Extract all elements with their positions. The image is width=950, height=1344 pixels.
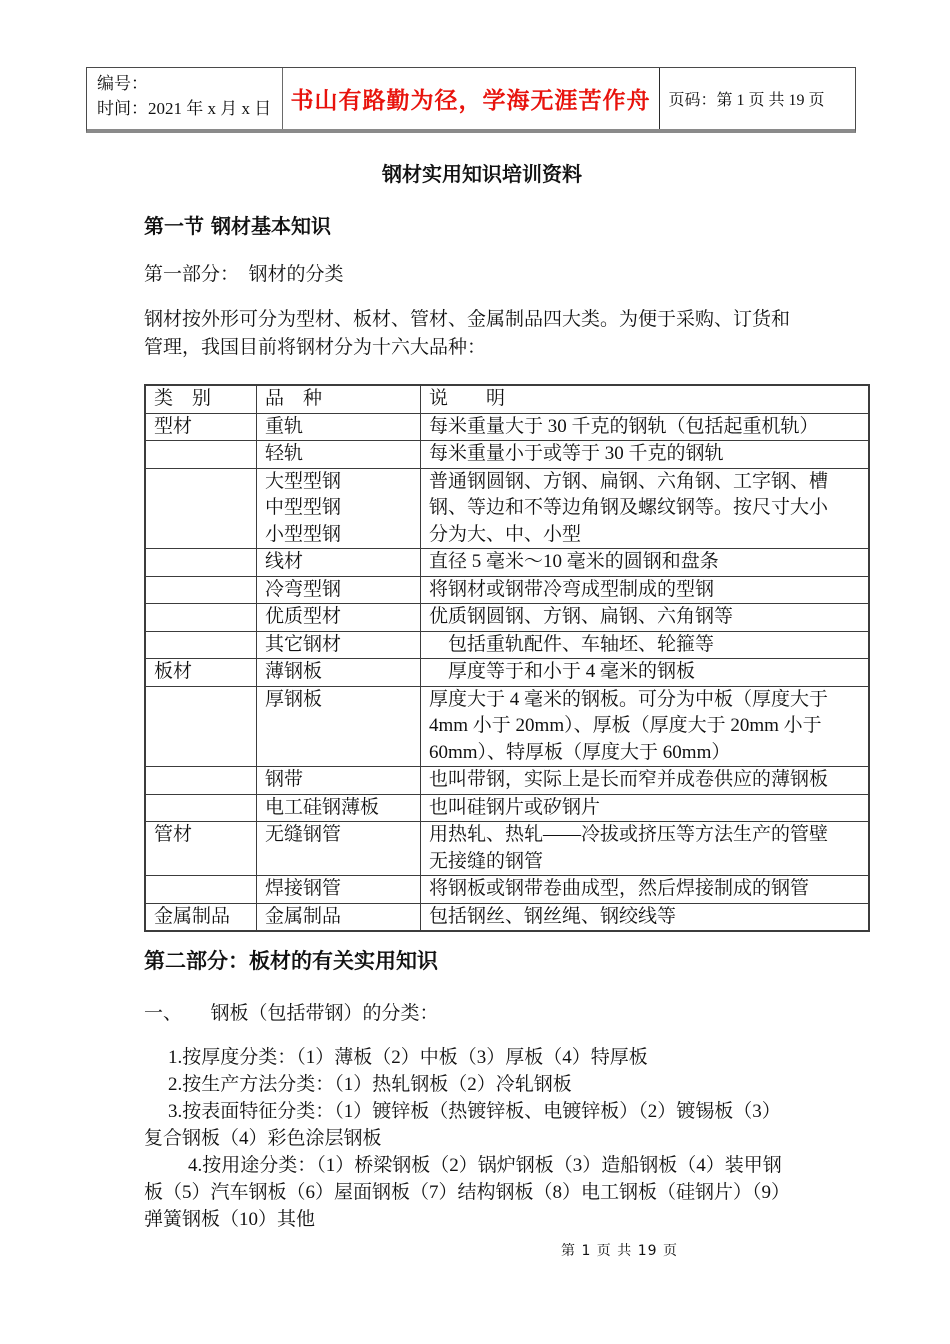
header-variety: 品 种 [257,385,421,413]
header-number-date-cell [87,68,283,129]
category-cell [145,549,257,577]
variety-cell: 无缝钢管 [257,822,421,876]
description-cell: 包括重轨配件、车轴坯、轮箍等 [421,631,870,659]
table-row [145,822,869,876]
table-row [145,659,869,687]
variety-cell: 重轨 [257,413,421,441]
description-cell: 优质钢圆钢、方钢、扁钢、六角钢等 [421,604,870,632]
variety-cell: 其它钢材 [257,631,421,659]
category-cell [145,794,257,822]
footer-page-number: 第 1 页 共 19 页 [561,1243,678,1259]
description-cell: 每米重量小于或等于 30 千克的钢轨 [421,441,870,469]
variety-cell: 电工硅钢薄板 [257,794,421,822]
variety-cell: 金属制品 [257,903,421,931]
description-cell: 直径 5 毫米～10 毫米的圆钢和盘条 [421,549,870,577]
header-category: 类 别 [145,385,257,413]
table-row [145,413,869,441]
table-row [145,686,869,767]
document-title: 钢材实用知识培训资料 [382,162,582,186]
category-cell [145,604,257,632]
description-cell: 普通钢圆钢、方钢、扁钢、六角钢、工字钢、槽 钢、等边和不等边角钢及螺纹钢等。按尺寸大小 分为大、中、小型 [421,468,870,549]
category-cell [145,876,257,904]
header-motto-text: 书山有路勤为径，学海无涯苦作舟 [290,88,651,113]
section2-list-production: 2.按生产方法分类：（1）热轧钢板（2）冷轧钢板 [168,1074,572,1095]
header-description: 说 明 [421,385,870,413]
category-cell [145,576,257,604]
steel-classification-table [144,384,870,932]
header-info-table [86,67,856,133]
category-cell [145,441,257,469]
variety-cell: 轻轨 [257,441,421,469]
variety-cell: 优质型材 [257,604,421,632]
category-cell [145,686,257,767]
variety-cell: 焊接钢管 [257,876,421,904]
section1-heading: 第一节 钢材基本知识 [144,214,331,238]
variety-cell: 大型型钢 中型型钢 小型型钢 [257,468,421,549]
section2-list-surface: 3.按表面特征分类：（1）镀锌板（热镀锌板、电镀锌板）（2）镀锡板（3） 复合钢板（4）彩色涂层钢板 [144,1101,781,1149]
table-header-row [145,385,869,413]
category-cell [145,468,257,549]
variety-cell: 厚钢板 [257,686,421,767]
header-motto-cell [283,68,660,129]
table-row [145,604,869,632]
section2-list-usage: 4.按用途分类：（1）桥梁钢板（2）锅炉钢板（3）造船钢板（4）装甲钢 板（5）汽车钢板（6）屋面钢板（7）结构钢板（8）电工钢板（硅钢片）（9） 弹簧钢板（10）其他 [144,1155,791,1230]
variety-cell: 线材 [257,549,421,577]
variety-cell: 钢带 [257,767,421,795]
description-cell: 也叫带钢，实际上是长而窄并成卷供应的薄钢板 [421,767,870,795]
section1-part-heading: 第一部分： 钢材的分类 [144,264,344,285]
description-cell: 将钢板或钢带卷曲成型，然后焊接制成的钢管 [421,876,870,904]
category-cell: 管材 [145,822,257,876]
description-cell: 用热轧、热轧——冷拔或挤压等方法生产的管壁 无接缝的钢管 [421,822,870,876]
description-cell: 厚度等于和小于 4 毫米的钢板 [421,659,870,687]
header-number-label: 编号： [97,74,148,93]
variety-cell: 冷弯型钢 [257,576,421,604]
description-cell: 厚度大于 4 毫米的钢板。可分为中板（厚度大于 4mm 小于 20mm）、厚板（厚度大于 20mm 小于 60mm）、特厚板（厚度大于 60mm） [421,686,870,767]
category-cell: 型材 [145,413,257,441]
table-row [145,441,869,469]
section2-list-thickness: 1.按厚度分类：（1）薄板（2）中板（3）厚板（4）特厚板 [168,1047,648,1068]
header-page-label: 页码：第 1 页 共 19 页 [668,92,825,109]
variety-cell: 薄钢板 [257,659,421,687]
section2-heading: 第二部分：板材的有关实用知识 [144,949,438,973]
table-row [145,876,869,904]
category-cell [145,631,257,659]
table-row [145,767,869,795]
table-row [145,794,869,822]
table-row [145,903,869,931]
category-cell: 金属制品 [145,903,257,931]
category-cell [145,767,257,795]
description-cell: 包括钢丝、钢丝绳、钢绞线等 [421,903,870,931]
category-cell: 板材 [145,659,257,687]
table-row [145,631,869,659]
section1-intro-paragraph: 钢材按外形可分为型材、板材、管材、金属制品四大类。为便于采购、订货和 管理，我国目前将钢材分为十六大品种： [144,309,791,358]
description-cell: 每米重量大于 30 千克的钢轨（包括起重机轨） [421,413,870,441]
table-row [145,576,869,604]
table-row [145,549,869,577]
section2-item1: 一、 钢板（包括带钢）的分类： [144,1003,439,1024]
header-date-label: 时间：2021 年 x 月 x 日 [97,99,272,118]
description-cell: 也叫硅钢片或矽钢片 [421,794,870,822]
description-cell: 将钢材或钢带冷弯成型制成的型钢 [421,576,870,604]
table-row [145,468,869,549]
header-pageno-cell [660,68,856,129]
